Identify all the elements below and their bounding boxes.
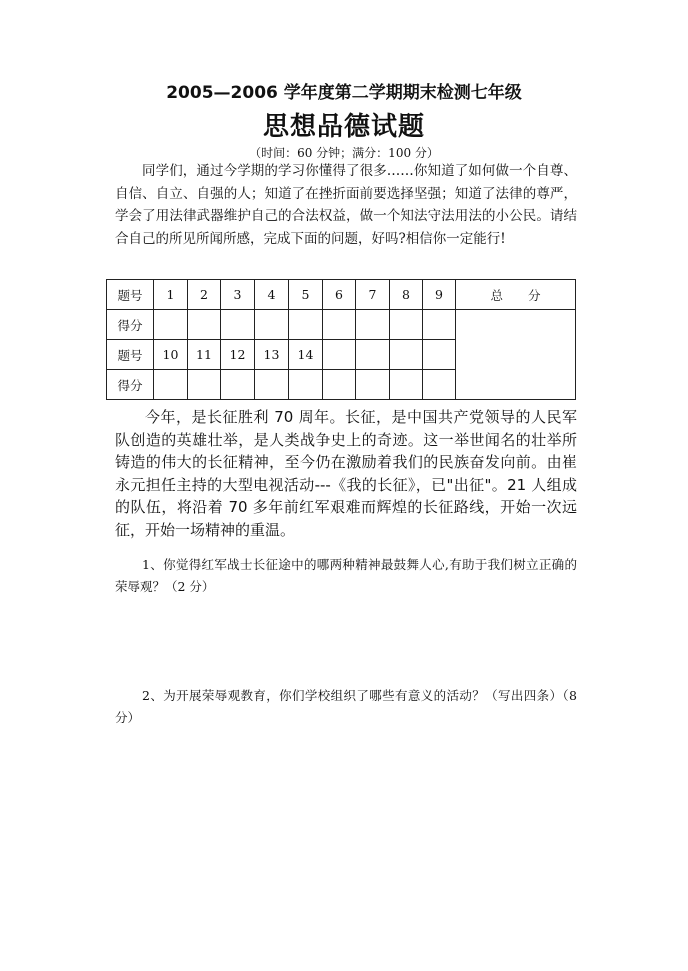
question-number-cell xyxy=(423,340,456,370)
question-number-cell xyxy=(356,340,390,370)
question-number-cell: 13 xyxy=(255,340,289,370)
total-score-label: 总 分 xyxy=(456,280,576,310)
total-score-cell xyxy=(456,310,576,400)
score-cell xyxy=(356,370,390,400)
exam-time-note: （时间：60 分钟；满分：100 分） xyxy=(249,146,439,160)
exam-header-line1: 2005—2006 学年度第二学期期末检测七年级 xyxy=(166,83,522,103)
question-number-cell: 3 xyxy=(221,280,255,310)
question-number-cell: 1 xyxy=(154,280,188,310)
question-number-cell xyxy=(323,340,356,370)
question-number-cell: 12 xyxy=(221,340,255,370)
score-cell xyxy=(356,310,390,340)
score-cell xyxy=(221,370,255,400)
score-cell xyxy=(289,310,323,340)
question-number-cell: 14 xyxy=(289,340,323,370)
question-1: 1、你觉得红军战士长征途中的哪两种精神最鼓舞人心,有助于我们树立正确的荣辱观？（2 分） xyxy=(115,557,577,594)
score-label: 得分 xyxy=(107,370,154,400)
score-cell xyxy=(423,310,456,340)
question-number-cell: 4 xyxy=(255,280,289,310)
score-label: 得分 xyxy=(107,310,154,340)
score-cell xyxy=(323,310,356,340)
score-cell xyxy=(423,370,456,400)
question-number-cell: 6 xyxy=(323,280,356,310)
score-table xyxy=(106,279,576,400)
score-cell xyxy=(390,310,423,340)
question-number-cell xyxy=(390,340,423,370)
score-cell xyxy=(289,370,323,400)
question-number-cell: 8 xyxy=(390,280,423,310)
score-cell xyxy=(188,370,221,400)
score-cell xyxy=(323,370,356,400)
score-table-row-numbers-1 xyxy=(107,280,576,310)
score-cell xyxy=(390,370,423,400)
question-2: 2、为开展荣辱观教育，你们学校组织了哪些有意义的活动？（写出四条）（8 分） xyxy=(115,688,577,725)
score-cell xyxy=(154,370,188,400)
question-number-cell: 11 xyxy=(188,340,221,370)
score-cell xyxy=(188,310,221,340)
intro-paragraph: 同学们，通过今学期的学习你懂得了很多……你知道了如何做一个自尊、自信、自立、自强的人；知道了在挫折面前要选择坚强；知道了法律的尊严，学会了用法律武器维护自己的合法权益，做一个知法守法用法的小公民。请结合自己的所见所闻所感，完成下面的问题，好吗?相信你一定能行! xyxy=(115,163,577,247)
score-cell xyxy=(154,310,188,340)
exam-title: 思想品德试题 xyxy=(262,112,425,142)
question-number-label: 题号 xyxy=(107,280,154,310)
question-number-cell: 10 xyxy=(154,340,188,370)
question-number-label: 题号 xyxy=(107,340,154,370)
reading-passage: 今年，是长征胜利 70 周年。长征，是中国共产党领导的人民军队创造的英雄壮举，是人类战争史上的奇迹。这一举世闻名的壮举所铸造的伟大的长征精神，至今仍在激励着我们的民族奋发向前。由崔永元担任主持的大型电视活动---《我的长征》，已"出征"。21 人组成的队伍，将沿着 70 多年前红军艰难而辉煌的长征路线，开始一次远征，开始一场精神的重温。 xyxy=(115,408,577,539)
question-number-cell: 5 xyxy=(289,280,323,310)
question-number-cell: 7 xyxy=(356,280,390,310)
question-number-cell: 2 xyxy=(188,280,221,310)
score-table-row-scores-1 xyxy=(107,310,576,340)
score-cell xyxy=(221,310,255,340)
question-number-cell: 9 xyxy=(423,280,456,310)
score-cell xyxy=(255,310,289,340)
score-cell xyxy=(255,370,289,400)
